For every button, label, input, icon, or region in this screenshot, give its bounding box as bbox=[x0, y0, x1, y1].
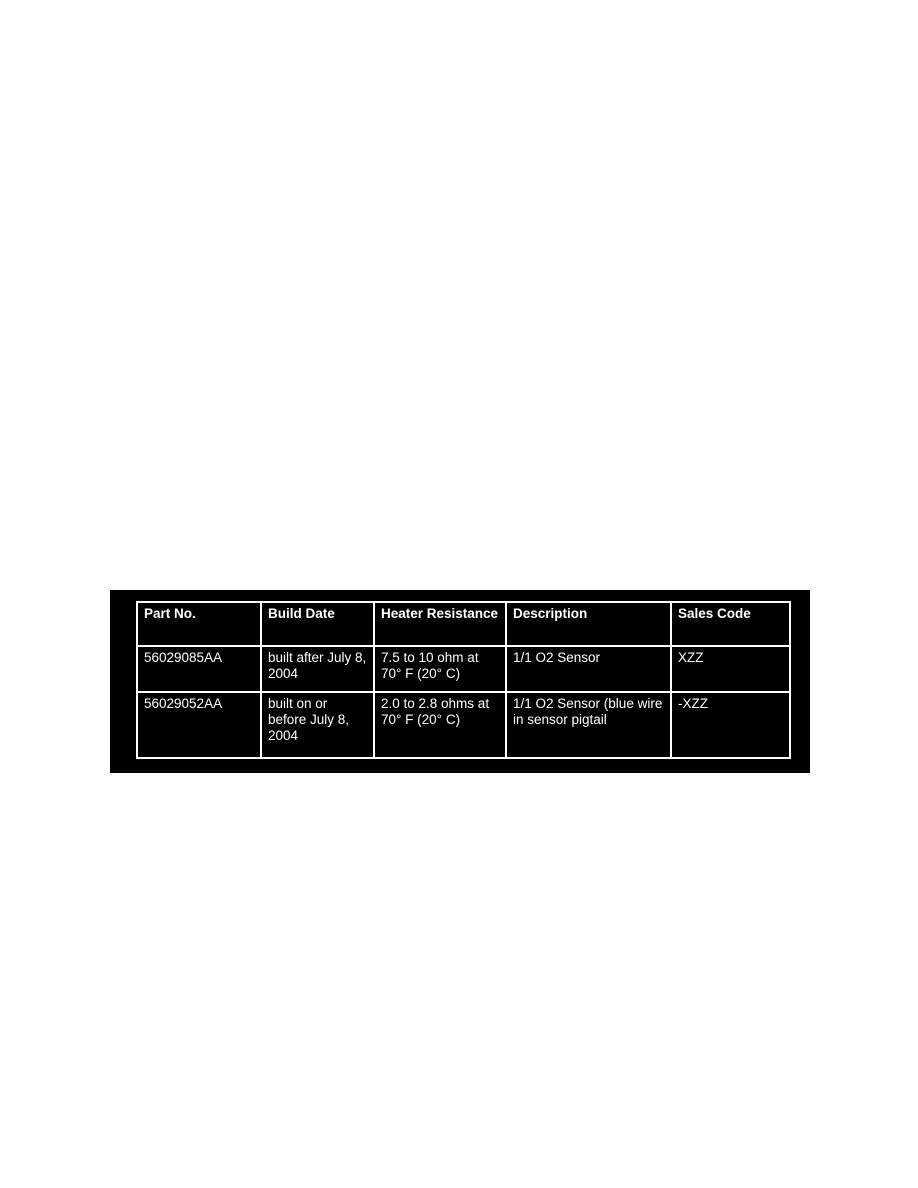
cell-description: 1/1 O2 Sensor (blue wire in sensor pigtail bbox=[506, 692, 671, 758]
cell-description: 1/1 O2 Sensor bbox=[506, 646, 671, 692]
table-row bbox=[137, 692, 790, 758]
column-header-description: Description bbox=[506, 602, 671, 646]
column-header-sales-code: Sales Code bbox=[671, 602, 790, 646]
column-header-build-date: Build Date bbox=[261, 602, 374, 646]
cell-part-no: 56029052AA bbox=[137, 692, 261, 758]
cell-build-date: built on or before July 8, 2004 bbox=[261, 692, 374, 758]
cell-part-no: 56029085AA bbox=[137, 646, 261, 692]
cell-heater-resistance: 7.5 to 10 ohm at 70° F (20° C) bbox=[374, 646, 506, 692]
column-header-heater-resistance: Heater Resistance bbox=[374, 602, 506, 646]
column-header-part-no: Part No. bbox=[137, 602, 261, 646]
parts-table bbox=[136, 601, 791, 759]
cell-sales-code: -XZZ bbox=[671, 692, 790, 758]
table-header-row bbox=[137, 602, 790, 646]
cell-build-date: built after July 8, 2004 bbox=[261, 646, 374, 692]
table-row bbox=[137, 646, 790, 692]
cell-heater-resistance: 2.0 to 2.8 ohms at 70° F (20° C) bbox=[374, 692, 506, 758]
cell-sales-code: XZZ bbox=[671, 646, 790, 692]
table-panel bbox=[110, 590, 810, 773]
